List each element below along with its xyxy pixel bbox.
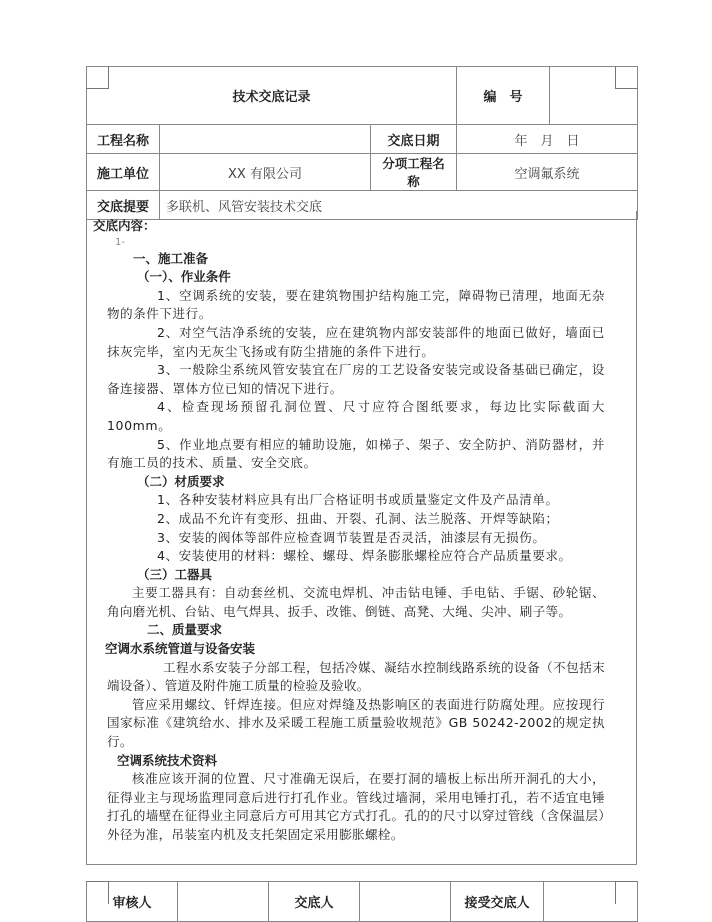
document-title: 技术交底记录	[87, 67, 457, 125]
paragraph: 2、对空气洁净系统的安装，应在建筑物内部安装部件的地面已做好，墙面已抹灰完毕，室内无灰尘飞扬或有防尘措施的条件下进行。	[107, 324, 605, 359]
list-marker: 1-	[115, 236, 125, 248]
subsection-heading: （三）工器具	[137, 566, 213, 582]
subproject-value[interactable]: 空调氟系统	[457, 154, 638, 191]
discloser-signature[interactable]	[360, 882, 451, 922]
subsection-heading: 空调水系统管道与设备安装	[105, 641, 256, 657]
corner-mark-top-left	[86, 66, 109, 89]
unit-value[interactable]: XX 有限公司	[160, 154, 371, 191]
subsection-heading: （二）材质要求	[137, 473, 225, 489]
signature-table	[86, 881, 638, 922]
unit-label: 施工单位	[87, 154, 160, 191]
number-label: 编 号	[457, 67, 550, 125]
corner-mark-bottom-left	[86, 881, 109, 904]
subsection-heading: （一）、作业条件	[137, 269, 231, 285]
summary-label: 交底提要	[87, 191, 160, 220]
paragraph: 1、空调系统的安装，要在建筑物围护结构施工完，障碍物已清理，地面无杂物的条件下进行。	[107, 287, 605, 322]
corner-mark-top-right	[615, 66, 638, 89]
paragraph: 核准应该开洞的位置、尺寸准确无误后，在要打洞的墙板上标出所开洞孔的大小，征得业主与现场监理同意后进行打孔作业。管线过墙洞，采用电锤打孔，若不适宜电锤打孔的墙壁在征得业主同意后方可用其它方式打孔。孔的的尺寸以穿过管线（含保温层）外径为准，吊装室内机及支托架固定采用膨胀螺栓。	[107, 771, 605, 842]
project-name-value[interactable]	[160, 125, 371, 154]
paragraph: 3、安装的阀体等部件应检查调节装置是否灵活，油漆层有无损伤。	[157, 529, 546, 545]
header-table	[86, 66, 638, 220]
summary-value[interactable]: 多联机、风管安装技术交底	[160, 191, 638, 220]
reviewer-label: 审核人	[87, 882, 178, 922]
paragraph: 3、一般除尘系统风管安装宜在厂房的工艺设备安装完或设备基础已确定，设备连接器、罩体方位已知的情况下进行。	[107, 362, 605, 396]
paragraph: 4、安装使用的材料：螺栓、螺母、焊条膨胀螺栓应符合产品质量要求。	[157, 548, 572, 564]
paragraph: 5、作业地点要有相应的辅助设施，如梯子、架子、安全防护、消防器材，并有施工员的技术、质量、安全交底。	[107, 436, 605, 471]
section-heading: 一、施工准备	[133, 250, 209, 266]
content-label: 交底内容：	[93, 218, 156, 233]
paragraph: 管应采用螺纹、钎焊连接。但应对焊缝及热影响区的表面进行防腐处理。应按现行国家标准《建筑给水、排水及采暖工程施工质量验收规范》GB 50242-2002的规定执行。	[107, 696, 605, 750]
date-label: 交底日期	[371, 125, 457, 154]
subproject-label: 分项工程名称	[371, 154, 457, 191]
paragraph: 工程水系安装子分部工程，包括冷媒、凝结水控制线路系统的设备（不包括末端设备）、管道及附件施工质量的检验及验收。	[107, 659, 605, 694]
corner-mark-bottom-right	[615, 881, 638, 904]
disclosure-content	[86, 211, 637, 865]
discloser-label: 交底人	[269, 882, 360, 922]
reviewer-signature[interactable]	[178, 882, 269, 922]
project-name-label: 工程名称	[87, 125, 160, 154]
paragraph: 2、成品不允许有变形、扭曲、开裂、孔洞、法兰脱落、开焊等缺陷；	[157, 510, 559, 526]
paragraph: 主要工器具有：自动套丝机、交流电焊机、冲击钻电锤、手电钻、手锯、砂轮锯、角向磨光机、台钻、电气焊具、扳手、改锥、倒链、高凳、大绳、尖冲、刷子等。	[107, 585, 605, 619]
paragraph: 1、各种安装材料应具有出厂合格证明书或质量鉴定文件及产品清单。	[157, 492, 559, 508]
receiver-label: 接受交底人	[451, 882, 544, 922]
section-heading: 二、质量要求	[147, 622, 223, 638]
date-value[interactable]: 年 月 日	[457, 125, 638, 154]
paragraph: 4、检查现场预留孔洞位置、尺寸应符合图纸要求，每边比实际截面大100mm。	[107, 399, 605, 433]
subsection-heading: 空调系统技术资料	[117, 752, 218, 768]
